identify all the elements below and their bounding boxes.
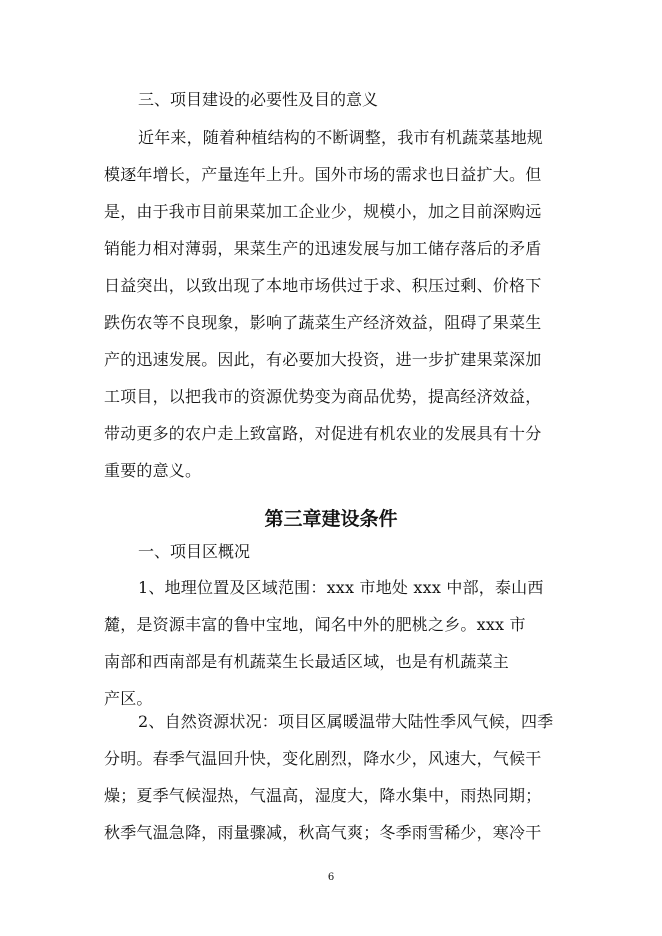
section-heading: 三、项目建设的必要性及目的意义 [138,90,379,109]
paragraph-line: 1、地理位置及区域范围：xxx 市地处 xxx 中部，泰山西 [138,578,544,597]
paragraph-line: 带动更多的农户走上致富路，对促进有机农业的发展具有十分 [104,424,542,443]
paragraph-line: 跌伤农等不良现象，影响了蔬菜生产经济效益，阻碍了果菜生 [104,313,542,332]
paragraph-necessity [104,128,560,481]
paragraph-line: 产的迅速发展。因此，有必要加大投资，进一步扩建果菜深加 [104,350,542,369]
paragraph-line: 南部和西南部是有机蔬菜生长最适区域，也是有机蔬菜主 [104,652,510,671]
paragraph-line: 是，由于我市目前果菜加工企业少，规模小，加之目前深购远 [104,202,542,221]
paragraph-line: 2、自然资源状况：项目区属暖温带大陆性季风气候，四季 [138,712,554,731]
paragraph-line: 秋季气温急降，雨量骤减，秋高气爽；冬季雨雪稀少，寒冷干 [104,823,542,842]
paragraph-line: 分明。春季气温回升快，变化剧烈，降水少，风速大，气候干 [104,749,542,768]
paragraph-line: 销能力相对薄弱，果菜生产的迅速发展与加工储存落后的矛盾 [104,239,542,258]
paragraph-line: 产区。 [104,689,153,708]
chapter-title: 第三章建设条件 [264,508,398,530]
paragraph-line: 燥；夏季气候湿热，气温高，湿度大，降水集中，雨热同期； [104,786,542,805]
paragraph-line: 日益突出，以致出现了本地市场供过于求、积压过剩、价格下 [104,276,542,295]
subsection-heading: 一、项目区概况 [138,542,251,561]
paragraph-line: 近年来，随着种植结构的不断调整，我市有机蔬菜基地规 [138,128,544,147]
paragraph-line: 工项目，以把我市的资源优势变为商品优势，提高经济效益， [104,387,542,406]
paragraph-resources [104,712,560,843]
paragraph-line: 重要的意义。 [104,461,202,480]
paragraph-location [104,578,560,709]
paragraph-line: 麓，是资源丰富的鲁中宝地，闻名中外的肥桃之乡。xxx 市 [104,615,526,634]
paragraph-line: 模逐年增长，产量连年上升。国外市场的需求也日益扩大。但 [104,165,542,184]
page-number: 6 [327,872,335,883]
